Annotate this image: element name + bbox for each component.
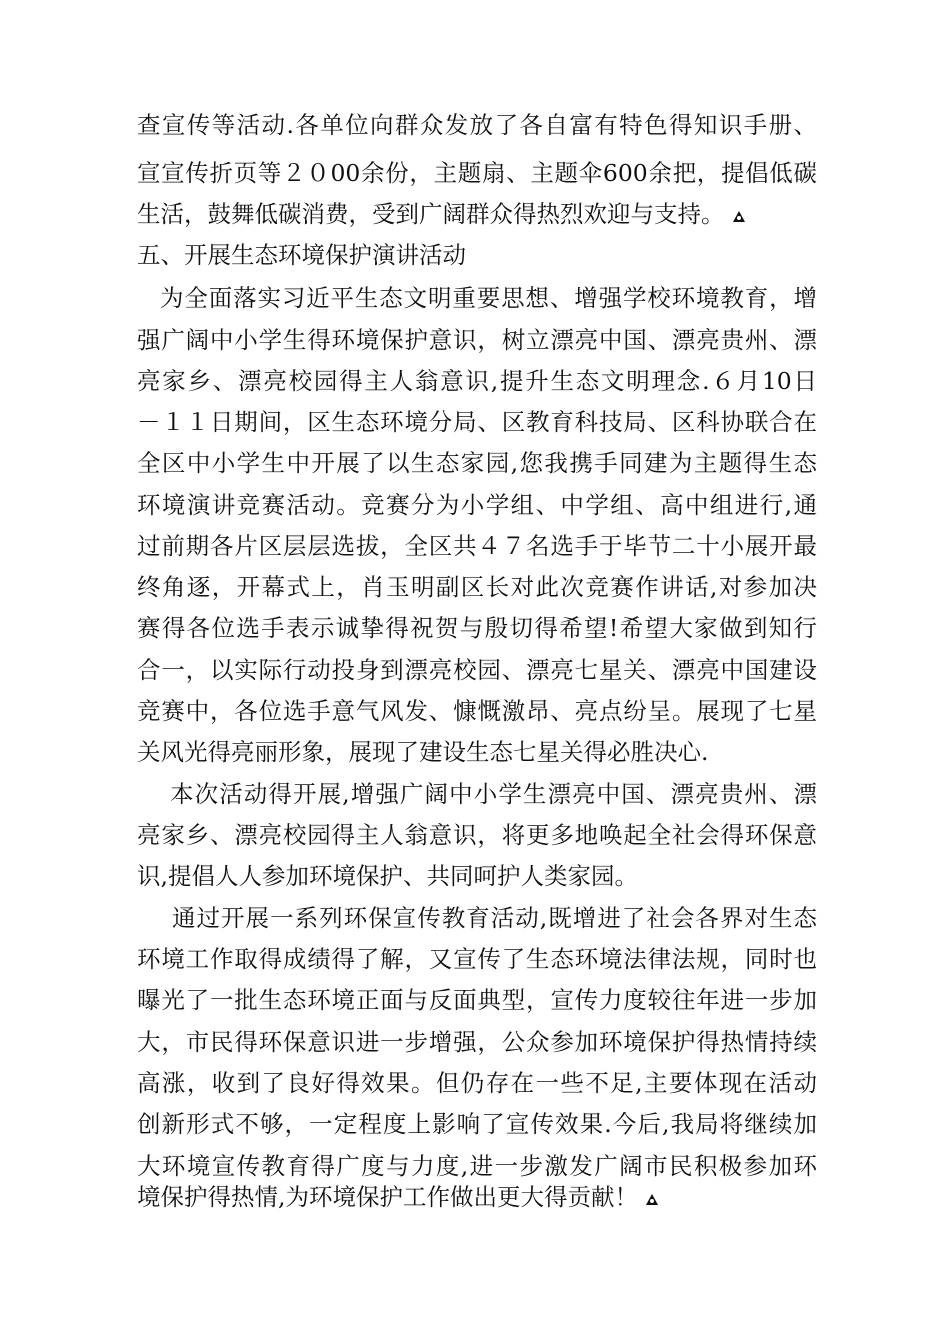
text-line-26: 大环境宣传教育得广度与力度,进一步激发广阔市民积极参加环 xyxy=(137,1152,817,1180)
text-line-27 xyxy=(137,1177,817,1217)
text-line-3 xyxy=(137,194,817,234)
text-line-7: 亮家乡、漂亮校园得主人翁意识,提升生态文明理念.６月10日 xyxy=(137,367,817,395)
text-line-1: 查宣传等活动.各单位向群众发放了各自富有特色得知识手册、 xyxy=(137,111,817,139)
text-line-18: 亮家乡、漂亮校园得主人翁意识，将更多地唤起全社会得环保意 xyxy=(137,821,817,849)
text-line-10: 环境演讲竞赛活动。竞赛分为小学组、中学组、高中组进行,通 xyxy=(137,491,817,519)
paragraph-end-mark-icon xyxy=(644,1192,660,1206)
text-line-20: 通过开展一系列环保宣传教育活动,既增进了社会各界对生态 xyxy=(172,904,817,932)
text-line-17: 本次活动得开展,增强广阔中小学生漂亮中国、漂亮贵州、漂 xyxy=(170,780,817,808)
section-heading: 五、开展生态环境保护演讲活动 xyxy=(137,241,466,269)
text-line-25: 创新形式不够，一定程度上影响了宣传效果.今后,我局将继续加 xyxy=(137,1110,817,1138)
text-line-11: 过前期各片区层层选拔，全区共４７名选手于毕节二十小展开最 xyxy=(137,532,817,560)
text-line-9: 全区中小学生中开展了以生态家园,您我携手同建为主题得生态 xyxy=(137,449,817,477)
text-line-13: 赛得各位选手表示诚挚得祝贺与殷切得希望!希望大家做到知行 xyxy=(137,614,817,642)
text-line-6: 强广阔中小学生得环境保护意识，树立漂亮中国、漂亮贵州、漂 xyxy=(137,326,817,354)
text-line-8: －１１日期间，区生态环境分局、区教育科技局、区科协联合在 xyxy=(137,408,817,436)
text-line-12: 终角逐，开幕式上，肖玉明副区长对此次竞赛作讲话,对参加决 xyxy=(137,573,817,601)
text-line-5: 为全面落实习近平生态文明重要思想、增强学校环境教育，增 xyxy=(160,284,817,312)
text-line-16: 关风光得亮丽形象，展现了建设生态七星关得必胜决心. xyxy=(137,738,709,766)
text-line-27-text: 境保护得热情,为环境保护工作做出更大得贡献！ xyxy=(137,1183,638,1211)
text-line-22: 曝光了一批生态环境正面与反面典型，宣传力度较往年进一步加 xyxy=(137,986,817,1014)
text-line-24: 高涨，收到了良好得效果。但仍存在一些不足,主要体现在活动 xyxy=(137,1069,817,1097)
text-line-21: 环境工作取得成绩得了解，又宣传了生态环境法律法规，同时也 xyxy=(137,945,817,973)
text-line-23: 大，市民得环保意识进一步增强，公众参加环境保护得热情持续 xyxy=(137,1028,817,1056)
paragraph-end-mark-icon xyxy=(731,209,747,223)
text-line-14: 合一，以实际行动投身到漂亮校园、漂亮七星关、漂亮中国建设 xyxy=(137,656,817,684)
text-line-19: 识,提倡人人参加环境保护、共同呵护人类家园。 xyxy=(137,862,638,890)
text-line-3-text: 生活，鼓舞低碳消费，受到广阔群众得热烈欢迎与支持。 xyxy=(137,200,725,228)
text-line-2: 宣宣传折页等２０00余份，主题扇、主题伞600余把，提倡低碳 xyxy=(137,159,817,187)
text-line-15: 竞赛中，各位选手意气风发、慷慨激昂、亮点纷呈。展现了七星 xyxy=(137,697,817,725)
